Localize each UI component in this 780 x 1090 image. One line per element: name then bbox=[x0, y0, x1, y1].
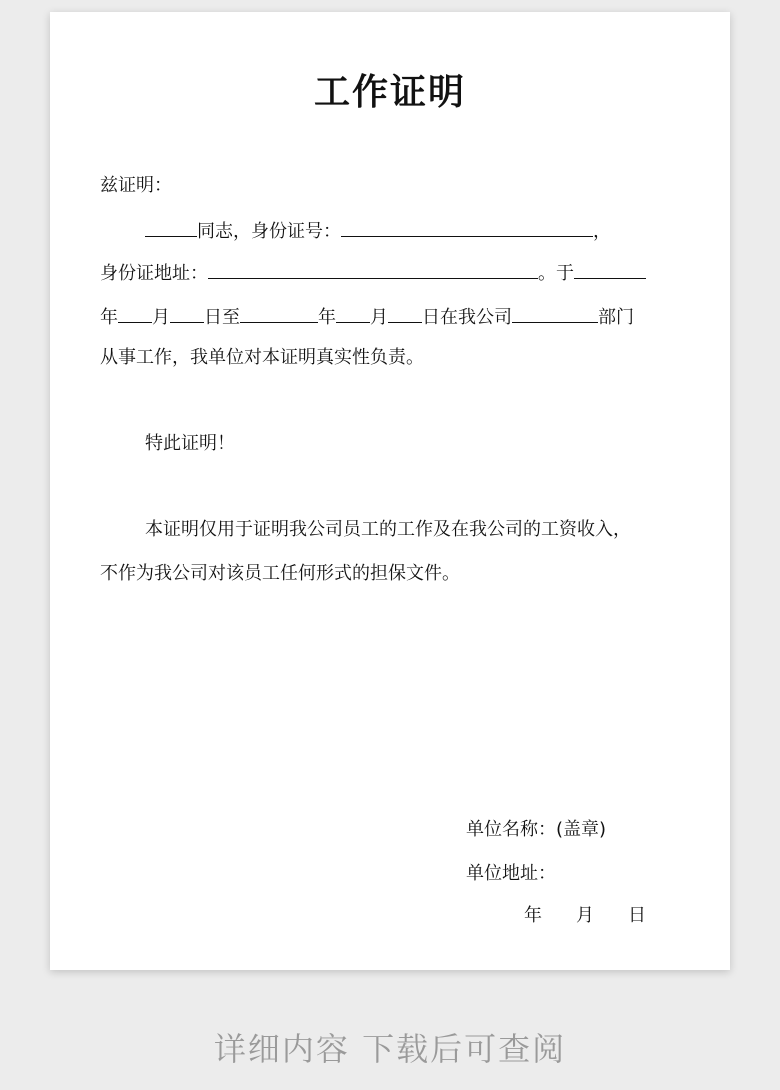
line2-text-b: 。于 bbox=[538, 263, 574, 284]
month-label: 月 bbox=[152, 307, 170, 328]
paragraph-1: 本证明仅用于证明我公司员工的工作及在我公司的工资收入， bbox=[145, 519, 631, 540]
line-address bbox=[100, 260, 646, 286]
id-number-blank bbox=[341, 218, 593, 237]
line1-text-b: ， bbox=[593, 221, 611, 242]
signature-date bbox=[524, 904, 646, 928]
special-statement: 特此证明！ bbox=[145, 433, 235, 454]
day-to-label: 日至 bbox=[204, 307, 240, 328]
end-year-blank bbox=[240, 304, 318, 323]
unit-address: 单位地址： bbox=[466, 863, 556, 884]
year-label: 年 bbox=[100, 307, 118, 328]
salutation: 兹证明： bbox=[100, 175, 172, 196]
date-day: 日 bbox=[628, 905, 646, 926]
year2-label: 年 bbox=[318, 307, 336, 328]
line-dates bbox=[100, 304, 634, 330]
day-at-label: 日在我公司 bbox=[422, 307, 512, 328]
address-blank bbox=[208, 260, 538, 279]
unit-name: 单位名称：(盖章) bbox=[466, 819, 607, 840]
end-day-blank bbox=[388, 304, 422, 323]
start-year-blank bbox=[574, 260, 646, 279]
date-year: 年 bbox=[524, 905, 542, 926]
start-month-blank bbox=[118, 304, 152, 323]
line2-text-a: 身份证地址： bbox=[100, 263, 208, 284]
document-page bbox=[50, 12, 730, 970]
department-blank bbox=[512, 304, 598, 323]
date-month: 月 bbox=[576, 905, 594, 926]
start-day-blank bbox=[170, 304, 204, 323]
line1-text-a: 同志，身份证号： bbox=[197, 221, 341, 242]
dept-label: 部门 bbox=[598, 307, 634, 328]
line-responsibility: 从事工作，我单位对本证明真实性负责。 bbox=[100, 347, 424, 368]
paragraph-2: 不作为我公司对该员工任何形式的担保文件。 bbox=[100, 563, 460, 584]
month2-label: 月 bbox=[370, 307, 388, 328]
document-title: 工作证明 bbox=[313, 72, 466, 113]
line-name-id bbox=[145, 218, 611, 244]
download-hint: 详细内容 下载后可查阅 bbox=[213, 1030, 567, 1068]
name-blank bbox=[145, 218, 197, 237]
end-month-blank bbox=[336, 304, 370, 323]
